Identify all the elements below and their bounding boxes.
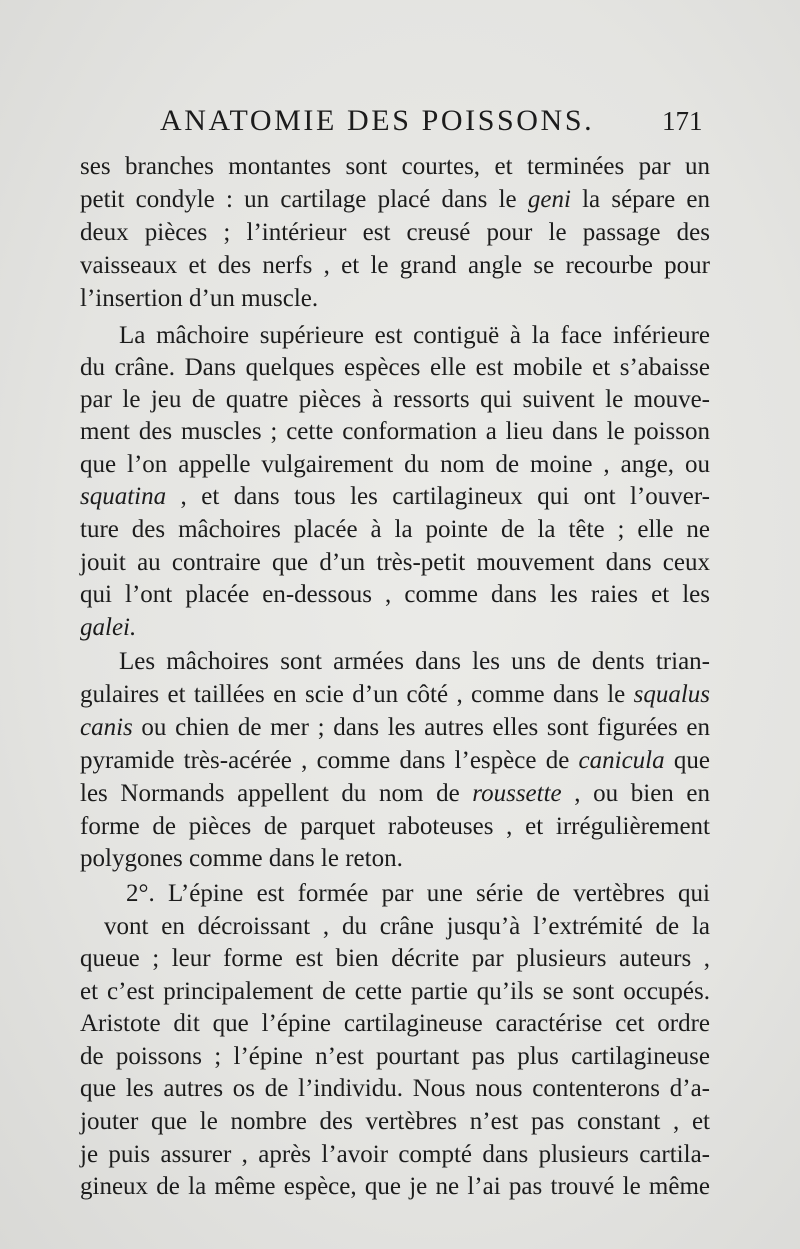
text-segment: vaisseaux et des nerfs , et le grand angle se recourbe pour	[80, 252, 710, 279]
text-line	[126, 878, 710, 910]
text-segment: deux pièces ; l’intérieur est creusé pour le passage des	[80, 219, 710, 246]
text-line	[80, 579, 710, 611]
text-line	[80, 352, 710, 384]
text-segment: l’insertion d’un muscle.	[80, 285, 319, 312]
text-segment: 2°. L’épine est formée par une série de vertèbres qui	[126, 880, 710, 907]
text-segment: Les mâchoires sont armées dans les uns de dents trian-	[119, 648, 710, 675]
text-segment: , et dans tous les cartilagineux qui ont l’ouver-	[166, 483, 710, 510]
text-line	[80, 679, 710, 711]
text-segment: jouit au contraire que d’un très-petit mouvement dans ceux	[80, 549, 710, 576]
text-segment: ses branches montantes sont courtes, et terminées par un	[80, 153, 710, 180]
text-line	[104, 911, 710, 943]
text-segment: pyramide très-acérée , comme dans l’espèce de	[80, 747, 579, 774]
text-segment: vont en décroissant , du crâne jusqu’à l’extrémité de la	[104, 913, 710, 940]
text-segment: par le jeu de quatre pièces à ressorts qui suivent le mouve-	[80, 386, 710, 413]
text-line	[80, 712, 710, 744]
text-segment: et c’est principalement de cette partie qu’ils se sont occupés.	[80, 978, 710, 1005]
text-line	[80, 217, 710, 249]
text-segment: de poissons ; l’épine n’est pourtant pas plus cartilagineuse	[80, 1043, 710, 1070]
text-line	[80, 449, 710, 481]
page-header	[0, 104, 800, 144]
text-line	[80, 481, 710, 513]
text-line	[119, 646, 710, 678]
text-segment: queue ; leur forme est bien décrite par plusieurs auteurs ,	[80, 945, 710, 972]
text-line	[80, 547, 710, 579]
text-segment: que	[664, 747, 710, 774]
text-line	[80, 514, 710, 546]
text-line	[80, 1073, 710, 1105]
text-segment: polygones comme dans le reton.	[80, 845, 403, 872]
text-line	[80, 151, 710, 183]
text-line	[80, 745, 710, 777]
text-segment: ment des muscles ; cette conformation a lieu dans le poisson	[80, 418, 710, 445]
text-line	[80, 1008, 710, 1040]
text-line	[80, 976, 710, 1008]
text-segment: jouter que le nombre des vertèbres n’est pas constant , et	[80, 1108, 710, 1135]
text-segment: La mâchoire supérieure est contiguë à la face inférieure	[119, 322, 710, 349]
text-line	[80, 811, 710, 843]
italic-term: roussette	[472, 780, 562, 807]
italic-term: geni	[527, 186, 571, 213]
italic-term: canis	[80, 714, 133, 741]
text-line	[80, 1106, 710, 1138]
italic-term: squatina	[80, 483, 167, 510]
text-line	[80, 416, 710, 448]
page-number: 171	[662, 106, 703, 136]
text-segment: ou chien de mer ; dans les autres elles sont figurées en	[132, 714, 710, 741]
text-segment: forme de pièces de parquet raboteuses , et irrégulièrement	[80, 813, 710, 840]
text-line	[80, 184, 710, 216]
text-segment: je puis assurer , après l’avoir compté dans plusieurs cartila-	[80, 1141, 710, 1168]
running-title: ANATOMIE DES POISSONS.	[160, 104, 595, 137]
text-segment: que les autres os de l’individu. Nous nous contenterons d’a-	[80, 1075, 710, 1102]
text-line	[80, 943, 710, 975]
text-line	[80, 1139, 710, 1171]
text-line	[80, 778, 710, 810]
text-segment: les Normands appellent du nom de	[80, 780, 473, 807]
italic-term: squalus	[633, 681, 710, 708]
italic-term: galei.	[80, 614, 137, 641]
text-line	[119, 320, 710, 352]
text-segment: gineux de la même espèce, que je ne l’ai pas trouvé le même	[80, 1173, 710, 1200]
text-segment: ture des mâchoires placée à la pointe de la tête ; elle ne	[80, 516, 710, 543]
text-line	[80, 1171, 710, 1203]
text-segment: Aristote dit que l’épine cartilagineuse caractérise cet ordre	[80, 1010, 710, 1037]
text-segment: , ou bien en	[561, 780, 710, 807]
text-segment: la sépare en	[570, 186, 710, 213]
text-line	[80, 612, 710, 644]
text-segment: petit condyle : un cartilage placé dans le	[80, 186, 528, 213]
text-line	[80, 1041, 710, 1073]
text-line	[80, 250, 710, 282]
italic-term: canicula	[578, 747, 665, 774]
text-segment: du crâne. Dans quelques espèces elle est mobile et s’abaisse	[80, 354, 710, 381]
text-segment: gulaires et taillées en scie d’un côté , comme dans le	[80, 681, 634, 708]
text-line	[80, 283, 710, 315]
text-segment: qui l’ont placée en-dessous , comme dans les raies et les	[80, 581, 710, 608]
text-segment: que l’on appelle vulgairement du nom de moine , ange, ou	[80, 451, 710, 478]
text-line	[80, 384, 710, 416]
text-line	[80, 843, 710, 875]
